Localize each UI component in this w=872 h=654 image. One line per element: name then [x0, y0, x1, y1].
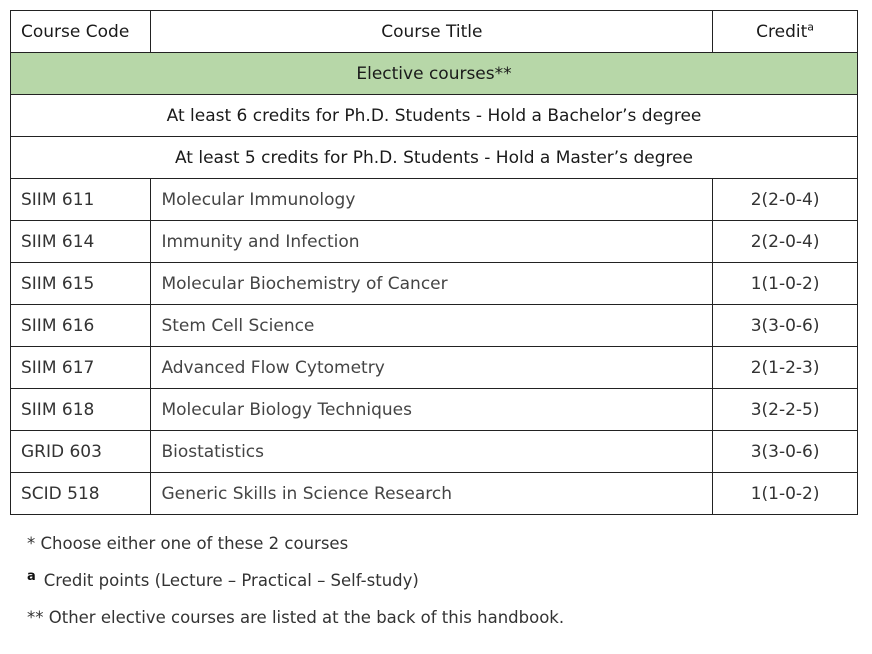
footnote-credit-points [27, 570, 564, 607]
course-title: Generic Skills in Science Research [151, 473, 713, 515]
course-code: SIIM 615 [11, 263, 151, 305]
course-title: Biostatistics [151, 431, 713, 473]
course-title: Stem Cell Science [151, 305, 713, 347]
course-code: SIIM 617 [11, 347, 151, 389]
course-title: Immunity and Infection [151, 221, 713, 263]
credit-footnote-marker: a [807, 19, 815, 33]
credit-header-label: Credit [756, 21, 808, 42]
footnotes [27, 533, 564, 644]
course-code: GRID 603 [11, 431, 151, 473]
header-row [11, 11, 858, 53]
requirement-master: At least 5 credits for Ph.D. Students - Hold a Master’s degree [11, 137, 858, 179]
course-title: Molecular Biochemistry of Cancer [151, 263, 713, 305]
footnote-other-electives: ** Other elective courses are listed at the back of this handbook. [27, 608, 565, 627]
section-row [11, 53, 858, 95]
footnote-credit-points-text: Credit points (Lecture – Practical – Self-study) [43, 571, 419, 590]
elective-courses-table [10, 10, 858, 515]
requirement-bachelor: At least 6 credits for Ph.D. Students - Hold a Bachelor’s degree [11, 95, 858, 137]
course-credit: 3(3-0-6) [713, 431, 858, 473]
table-row [11, 263, 858, 305]
course-code: SCID 518 [11, 473, 151, 515]
course-code-header: Course Code [11, 11, 151, 53]
table-row [11, 221, 858, 263]
course-code: SIIM 614 [11, 221, 151, 263]
footnote-choose: * Choose either one of these 2 courses [27, 534, 349, 553]
course-code: SIIM 618 [11, 389, 151, 431]
course-credit: 3(3-0-6) [713, 305, 858, 347]
course-credit: 2(1-2-3) [713, 347, 858, 389]
requirement-row [11, 95, 858, 137]
footnote-marker-a: a [27, 568, 36, 584]
requirement-row [11, 137, 858, 179]
table-row [11, 389, 858, 431]
table-row [11, 179, 858, 221]
course-title: Advanced Flow Cytometry [151, 347, 713, 389]
table-row [11, 473, 858, 515]
course-credit: 2(2-0-4) [713, 179, 858, 221]
course-title-header: Course Title [151, 11, 713, 53]
table-row [11, 305, 858, 347]
course-title: Molecular Biology Techniques [151, 389, 713, 431]
course-credit: 2(2-0-4) [713, 221, 858, 263]
elective-courses-title: Elective courses** [11, 53, 858, 95]
table-row [11, 431, 858, 473]
credit-header [713, 11, 858, 53]
course-code: SIIM 611 [11, 179, 151, 221]
course-credit: 1(1-0-2) [713, 473, 858, 515]
course-title: Molecular Immunology [151, 179, 713, 221]
course-credit: 3(2-2-5) [713, 389, 858, 431]
course-code: SIIM 616 [11, 305, 151, 347]
table-row [11, 347, 858, 389]
course-credit: 1(1-0-2) [713, 263, 858, 305]
